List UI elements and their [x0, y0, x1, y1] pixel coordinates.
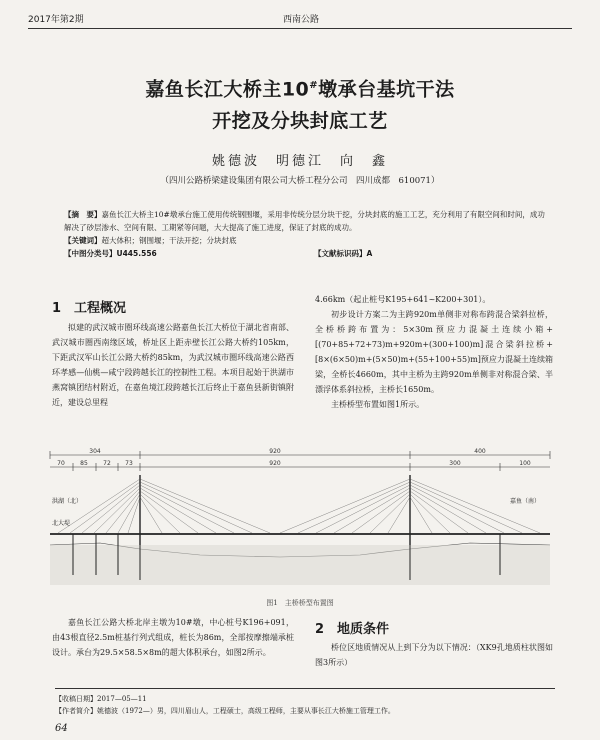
dim-label: 70	[57, 460, 65, 467]
page-number: 64	[55, 723, 68, 734]
journal-name: 西南公路	[283, 15, 320, 25]
affiliation: （四川公路桥梁建设集团有限公司大桥工程分公司 四川成都 610071）	[160, 176, 440, 186]
bottom-left-column	[52, 615, 294, 660]
dim-label: 85	[80, 460, 88, 467]
section2-column	[315, 640, 553, 670]
dim-label: 300	[449, 460, 461, 467]
ground-fill	[50, 545, 550, 585]
dim-label: 100	[519, 460, 531, 467]
received-date: 【收稿日期】2017—05—11	[55, 695, 147, 703]
doc-code	[314, 247, 372, 260]
title-line1-rest: 墩承台基坑干法	[318, 78, 455, 101]
abstract-label: 【摘 要】	[64, 210, 102, 219]
title-line1: 嘉鱼长江大桥主10	[145, 78, 310, 101]
section1-heading: 1 工程概况	[52, 301, 127, 316]
abstract-block	[64, 208, 550, 260]
keywords-label: 【关键词】	[64, 236, 102, 245]
header-rule	[28, 28, 572, 29]
dim-label: 72	[103, 460, 111, 467]
figure-caption: 图1 主桥桥型布置图	[266, 599, 334, 607]
right-para2: 主桥桥型布置如图1所示。	[331, 400, 425, 409]
abstract	[64, 208, 550, 234]
running-header	[28, 8, 572, 28]
abstract-text: 嘉鱼长江大桥主10#墩承台施工使用传统钢围堰，采用非传统分层分块干挖，分块封底的施工工艺，充分利用了有限空间和时间，成功解决了砂层渗水、空间有限、工期紧等问题，大大提高了施工进度，保证了封底的成功。	[64, 210, 545, 232]
bottom-left-para: 嘉鱼长江公路大桥北岸主墩为10#墩，中心桩号K196+091，由43根直径2.5m桩基行列式组成，桩长为86m，全部按摩擦端承桩设计。承台为29.5×58.5×8m的超大体积承台，如图2所示。	[52, 618, 294, 657]
dim-label: 304	[89, 448, 101, 455]
issue-label: 2017年第2期	[28, 15, 84, 25]
dim-label: 400	[474, 448, 486, 455]
title-line2: 开挖及分块封底工艺	[212, 110, 388, 133]
keywords	[64, 234, 550, 247]
left-bank-label: 洪湖（北）	[52, 498, 83, 505]
dim-label: 73	[125, 460, 133, 467]
doc-value: A	[366, 249, 373, 258]
section1-para: 拟建的武汉城市圈环线高速公路嘉鱼长江大桥位于湖北省南部、武汉城市圈西南缘区域，桥址区上距赤壁长江公路大桥约105km，下距武汉军山长江公路大桥约85km，为武汉城市圈环线高速公路西环孝感—仙桃—咸宁段跨越长江的控制性工程。本项目起始于洪湖市燕窝镇团结村附近，在嘉鱼境江段跨越长江后终止于嘉鱼县新街镇附近，建设总里程	[52, 323, 294, 407]
dim-label: 920	[269, 448, 281, 455]
section1-column	[52, 320, 294, 410]
footnote	[55, 688, 555, 717]
right-column-upper	[315, 292, 553, 412]
cls-value: U445.556	[116, 249, 157, 258]
dim-label: 920	[269, 460, 281, 467]
section2-para: 桥位区地质情况从上到下分为以下情况：（XK9孔地质柱状图如图3所示）	[315, 643, 553, 667]
title-sup: #	[309, 80, 319, 91]
authors: 姚德波 明德江 向 鑫	[211, 154, 388, 169]
right-para0: 4.66km（起止桩号K195+641~K200+301）。	[315, 295, 491, 304]
author-bio: 【作者简介】姚德波（1972—）男，四川眉山人，工程硕士，高级工程师，主要从事长江大桥施工管理工作。	[55, 707, 395, 715]
doc-label: 【文献标识码】	[314, 249, 367, 258]
cls	[64, 247, 314, 260]
right-bank-label: 嘉鱼（南）	[510, 498, 541, 505]
keywords-text: 超大体积；钢围堰；干法开挖；分块封底	[101, 236, 237, 245]
bridge-layout-figure	[40, 445, 560, 595]
section2-heading: 2 地质条件	[315, 622, 390, 637]
levee-label: 北大堤	[52, 520, 71, 527]
article-title	[0, 70, 600, 137]
classification-row	[64, 247, 550, 260]
cls-label: 【中图分类号】	[64, 249, 117, 258]
stay-cables	[58, 479, 540, 533]
right-para1: 初步设计方案二为主跨920m单侧非对称布跨混合梁斜拉桥，全桥桥跨布置为：5×30m预应力混凝土连续小箱+[(70+85+72+73)m+920m+(300+100)m]混合梁斜拉桥+[8×(6×50)m+(5×50)m+(55+100+55)m]预应力混凝土连续箱梁，全桥长4660m，其中主桥为主跨920m单侧非对称混合梁、半漂浮体系斜拉桥，主桥长1650m。	[315, 310, 553, 394]
